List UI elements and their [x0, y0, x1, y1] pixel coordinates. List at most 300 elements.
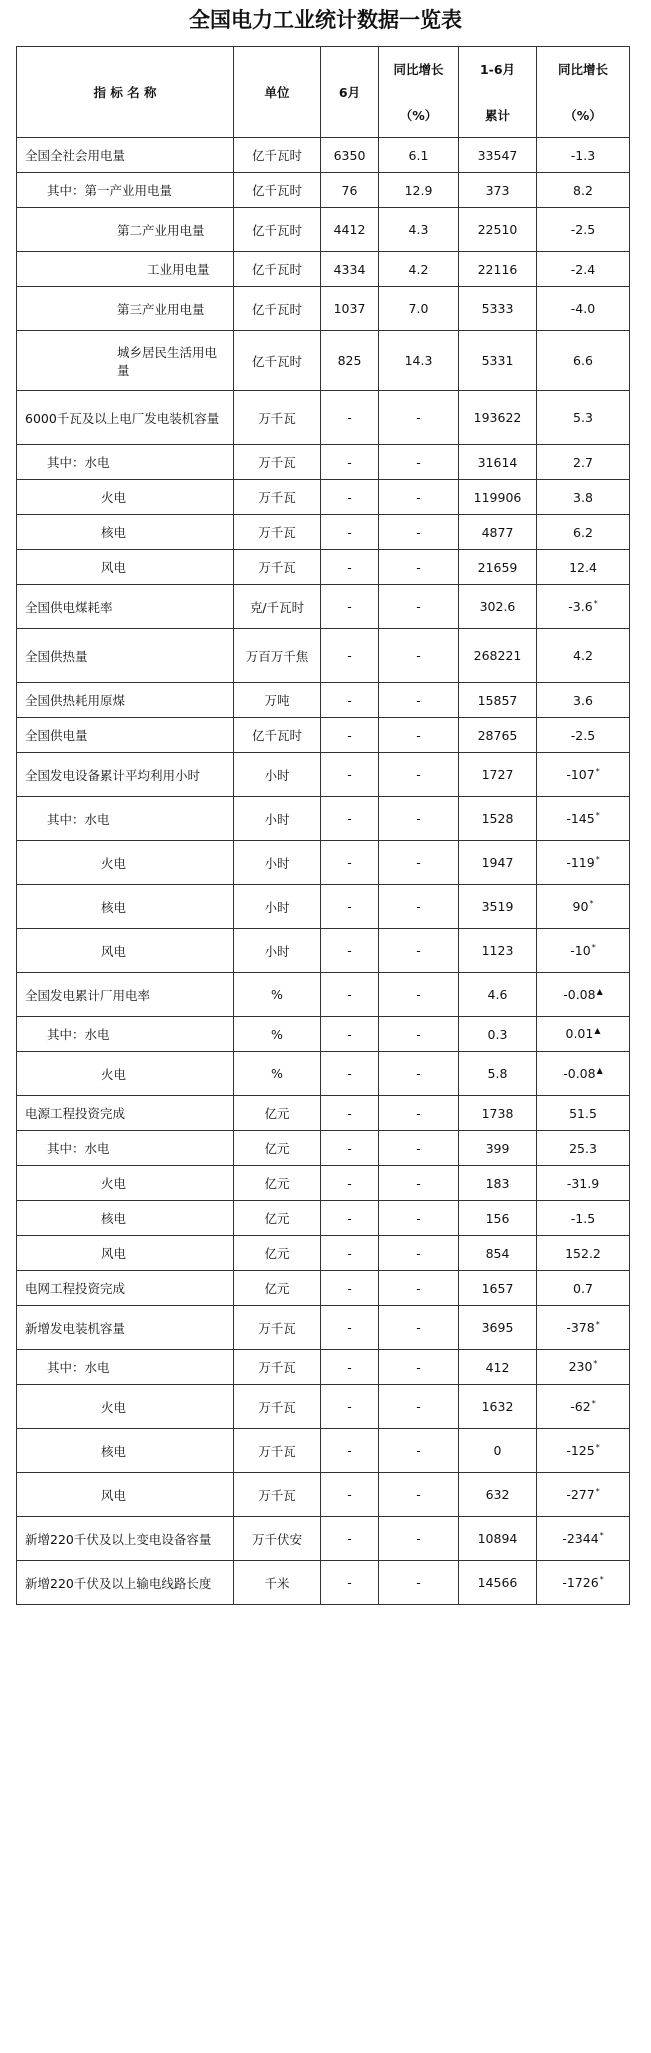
indicator-name-text: 电网工程投资完成	[25, 1281, 126, 1296]
unit-text: 小时	[264, 767, 290, 783]
table-row	[17, 331, 630, 391]
june-value-text: -	[347, 1320, 352, 1335]
unit-text: 万吨	[264, 693, 290, 708]
june-yoy-cell	[379, 1201, 459, 1236]
cumulative-yoy-text: -31.9	[566, 1175, 600, 1191]
table-row	[17, 1385, 630, 1429]
june-yoy-text: -	[416, 727, 421, 743]
cumulative-yoy-text: -3.6	[568, 599, 593, 615]
unit-cell	[234, 1473, 321, 1517]
indicator-name-text: 全国全社会用电量	[25, 148, 126, 163]
indicator-name-cell	[17, 585, 234, 629]
cumulative-yoy-cell	[537, 718, 630, 753]
cumulative-yoy-text: -145	[566, 811, 595, 827]
unit-cell	[234, 753, 321, 797]
june-value-text: -	[347, 524, 352, 540]
june-yoy-cell	[379, 1017, 459, 1052]
indicator-name-text: 第二产业用电量	[117, 222, 205, 238]
indicator-name-text: 全国供热耗用原煤	[25, 693, 126, 708]
cumulative-value-cell	[459, 550, 537, 585]
table-row	[17, 585, 630, 629]
june-value-cell	[321, 753, 379, 797]
table-row	[17, 1052, 630, 1096]
indicator-name-text: 全国发电设备累计平均利用小时	[25, 767, 201, 783]
unit-text: 亿千瓦时	[251, 301, 302, 317]
indicator-name-text: 火电	[101, 1176, 127, 1191]
june-value-text: -	[347, 1443, 352, 1458]
header-yoy	[379, 47, 459, 138]
june-yoy-text: 7.0	[408, 301, 429, 316]
cumulative-value-cell	[459, 1429, 537, 1473]
indicator-name-text: 其中：水电	[47, 1360, 110, 1375]
indicator-name-cell	[17, 929, 234, 973]
indicator-name-cell	[17, 1052, 234, 1096]
unit-cell	[234, 797, 321, 841]
cumulative-value-cell	[459, 515, 537, 550]
cumulative-value-text: 1657	[481, 1280, 514, 1296]
indicator-name-cell	[17, 973, 234, 1017]
june-yoy-text: -	[416, 1575, 421, 1590]
june-value-text: -	[347, 559, 352, 575]
june-yoy-text: 6.1	[408, 147, 429, 163]
june-yoy-text: -	[416, 1210, 421, 1226]
table-row	[17, 841, 630, 885]
footnote-mark: *	[591, 1398, 596, 1408]
cumulative-value-text: 21659	[477, 559, 518, 575]
table-row	[17, 753, 630, 797]
cumulative-yoy-cell	[537, 1306, 630, 1350]
june-yoy-cell	[379, 1473, 459, 1517]
june-value-text: -	[347, 648, 352, 663]
cumulative-value-text: 5.8	[487, 1066, 508, 1081]
indicator-name-cell	[17, 252, 234, 287]
indicator-name-text: 工业用电量	[147, 262, 210, 277]
indicator-name-text: 风电	[101, 943, 127, 959]
june-value-cell	[321, 797, 379, 841]
unit-cell	[234, 1201, 321, 1236]
table-row	[17, 1561, 630, 1605]
unit-cell	[234, 1517, 321, 1561]
cumulative-yoy-text: 4.2	[573, 648, 593, 663]
cumulative-value-cell	[459, 1201, 537, 1236]
unit-text: 亿千瓦时	[251, 353, 302, 369]
cumulative-value-text: 156	[485, 1210, 510, 1226]
table-row	[17, 1201, 630, 1236]
june-yoy-cell	[379, 138, 459, 173]
indicator-name-text: 6000千瓦及以上电厂发电装机容量	[25, 410, 220, 426]
unit-text: 万千瓦	[258, 490, 296, 505]
unit-text: 万千瓦	[258, 1320, 296, 1336]
indicator-name-text: 其中：水电	[47, 811, 110, 827]
cumulative-value-text: 373	[485, 182, 510, 198]
june-yoy-text: -	[416, 1140, 421, 1156]
june-yoy-text: -	[416, 1105, 421, 1121]
cumulative-yoy-text: 25.3	[569, 1140, 597, 1156]
june-value-text: -	[347, 855, 352, 870]
june-yoy-cell	[379, 683, 459, 718]
unit-cell	[234, 841, 321, 885]
june-yoy-cell	[379, 1236, 459, 1271]
june-value-cell	[321, 515, 379, 550]
indicator-name-cell	[17, 480, 234, 515]
cumulative-yoy-text: 3.8	[573, 489, 593, 505]
cumulative-value-cell	[459, 445, 537, 480]
june-yoy-cell	[379, 1429, 459, 1473]
indicator-name-cell	[17, 1473, 234, 1517]
indicator-name-cell	[17, 1429, 234, 1473]
cumulative-yoy-text: -1.3	[570, 147, 596, 163]
unit-cell	[234, 1271, 321, 1306]
unit-cell	[234, 929, 321, 973]
footnote-mark: ▲	[594, 1026, 601, 1036]
unit-text: 万千伏安	[251, 1531, 302, 1547]
june-yoy-text: -	[416, 599, 421, 614]
table-row	[17, 1236, 630, 1271]
cumulative-value-cell	[459, 797, 537, 841]
june-value-text: -	[347, 1066, 352, 1081]
cumulative-value-text: 4.6	[487, 987, 508, 1002]
cumulative-value-text: 193622	[473, 410, 522, 425]
indicator-name-text: 风电	[101, 1246, 127, 1261]
table-body	[17, 138, 630, 1605]
june-value-cell	[321, 1306, 379, 1350]
cumulative-yoy-cell	[537, 1473, 630, 1517]
cumulative-value-text: 632	[485, 1487, 510, 1502]
unit-text: 亿千瓦时	[251, 728, 302, 743]
cumulative-value-text: 10894	[477, 1531, 518, 1546]
june-yoy-text: -	[416, 811, 421, 826]
table-row	[17, 797, 630, 841]
unit-cell	[234, 1236, 321, 1271]
indicator-name-cell	[17, 1306, 234, 1350]
cumulative-value-cell	[459, 841, 537, 885]
indicator-name-cell	[17, 550, 234, 585]
cumulative-value-cell	[459, 287, 537, 331]
june-value-text: 1037	[333, 301, 366, 316]
cumulative-yoy-cell	[537, 138, 630, 173]
june-value-cell	[321, 252, 379, 287]
cumulative-value-text: 14566	[477, 1575, 518, 1590]
unit-text: 亿元	[264, 1281, 290, 1296]
june-yoy-text: 12.9	[404, 182, 433, 198]
table-row	[17, 1271, 630, 1306]
indicator-name-text: 全国供电量	[25, 728, 88, 743]
june-yoy-cell	[379, 1350, 459, 1385]
cumulative-yoy-cell	[537, 1350, 630, 1385]
indicator-name-cell	[17, 208, 234, 252]
footnote-mark: *	[595, 1486, 600, 1496]
unit-text: 万百万千焦	[245, 648, 309, 664]
unit-text: 万千瓦	[258, 1399, 296, 1415]
june-value-text: -	[347, 767, 352, 782]
cumulative-yoy-text: 8.2	[573, 182, 593, 198]
unit-text: 亿元	[264, 1211, 290, 1226]
june-yoy-cell	[379, 1561, 459, 1605]
header-month: 6月	[321, 47, 379, 138]
cumulative-yoy-cell	[537, 1052, 630, 1096]
indicator-name-text: 其中：水电	[47, 1141, 110, 1156]
june-value-text: -	[347, 1280, 352, 1296]
indicator-name-cell	[17, 1096, 234, 1131]
cumulative-value-text: 15857	[477, 692, 518, 708]
unit-text: %	[271, 1026, 283, 1042]
cumulative-yoy-cell	[537, 753, 630, 797]
june-yoy-text: -	[416, 1359, 421, 1375]
june-yoy-text: -	[416, 899, 421, 914]
unit-cell	[234, 331, 321, 391]
june-yoy-cell	[379, 797, 459, 841]
june-yoy-cell	[379, 287, 459, 331]
cumulative-yoy-text: -125	[566, 1443, 595, 1459]
june-value-text: -	[347, 811, 352, 826]
cumulative-yoy-cell	[537, 208, 630, 252]
cumulative-yoy-text: -107	[566, 767, 595, 783]
june-value-text: 4334	[333, 261, 366, 277]
june-yoy-text: -	[416, 1443, 421, 1458]
june-value-cell	[321, 287, 379, 331]
june-yoy-text: -	[416, 987, 421, 1002]
unit-text: 小时	[264, 811, 290, 827]
cumulative-yoy-text: 51.5	[569, 1105, 597, 1121]
june-value-cell	[321, 929, 379, 973]
june-value-cell	[321, 480, 379, 515]
cumulative-value-text: 399	[485, 1140, 510, 1156]
june-value-cell	[321, 1429, 379, 1473]
cumulative-yoy-text: 12.4	[569, 559, 597, 575]
june-value-text: -	[347, 599, 352, 614]
indicator-name-cell	[17, 1517, 234, 1561]
indicator-name-cell	[17, 1131, 234, 1166]
cumulative-yoy-cell	[537, 173, 630, 208]
cumulative-yoy-cell	[537, 1017, 630, 1052]
june-yoy-cell	[379, 515, 459, 550]
june-yoy-text: -	[416, 559, 421, 575]
header-yoy2-top: 同比增长	[557, 62, 608, 77]
june-value-text: -	[347, 1140, 352, 1156]
june-yoy-cell	[379, 885, 459, 929]
header-unit: 单位	[234, 47, 321, 138]
unit-text: 小时	[264, 943, 290, 959]
june-value-text: -	[347, 1399, 352, 1414]
statistics-table	[16, 46, 630, 1605]
unit-cell	[234, 287, 321, 331]
table-row	[17, 445, 630, 480]
cumulative-yoy-text: -1726	[562, 1575, 599, 1591]
cumulative-value-text: 119906	[473, 489, 522, 505]
header-yoy-bottom: （%）	[399, 108, 438, 123]
footnote-mark: *	[593, 598, 598, 608]
june-yoy-cell	[379, 445, 459, 480]
indicator-name-cell	[17, 1201, 234, 1236]
cumulative-value-cell	[459, 1350, 537, 1385]
table-row	[17, 173, 630, 208]
table-row	[17, 973, 630, 1017]
cumulative-yoy-cell	[537, 841, 630, 885]
unit-cell	[234, 585, 321, 629]
cumulative-yoy-text: -2.5	[570, 727, 596, 743]
footnote-mark: *	[595, 854, 600, 864]
footnote-mark: *	[593, 1359, 598, 1369]
unit-text: 克/千瓦时	[249, 599, 305, 615]
indicator-name-text: 全国供电煤耗率	[25, 599, 113, 615]
cumulative-value-text: 3519	[481, 899, 514, 914]
june-value-text: -	[347, 1359, 352, 1375]
cumulative-yoy-text: -2.4	[570, 261, 596, 277]
indicator-name-cell	[17, 445, 234, 480]
unit-text: 亿千瓦时	[251, 262, 302, 277]
june-yoy-text: -	[416, 1026, 421, 1042]
cumulative-value-cell	[459, 1017, 537, 1052]
june-yoy-text: -	[416, 1531, 421, 1546]
indicator-name-cell	[17, 885, 234, 929]
cumulative-yoy-text: 2.7	[573, 454, 593, 470]
cumulative-value-text: 22510	[477, 222, 518, 237]
unit-cell	[234, 252, 321, 287]
cumulative-yoy-text: 152.2	[565, 1245, 601, 1261]
cumulative-value-text: 268221	[473, 648, 522, 663]
unit-cell	[234, 1096, 321, 1131]
june-yoy-cell	[379, 480, 459, 515]
june-yoy-cell	[379, 1166, 459, 1201]
unit-cell	[234, 1385, 321, 1429]
indicator-name-cell	[17, 1350, 234, 1385]
cumulative-yoy-cell	[537, 1096, 630, 1131]
june-yoy-text: -	[416, 648, 421, 663]
cumulative-value-cell	[459, 1306, 537, 1350]
cumulative-value-cell	[459, 331, 537, 391]
cumulative-value-cell	[459, 252, 537, 287]
june-value-cell	[321, 1201, 379, 1236]
june-yoy-text: -	[416, 1320, 421, 1335]
unit-text: 小时	[264, 899, 290, 915]
june-value-text: -	[347, 1245, 352, 1261]
indicator-name-cell	[17, 753, 234, 797]
cumulative-value-cell	[459, 208, 537, 252]
cumulative-yoy-text: -119	[566, 855, 595, 871]
june-value-cell	[321, 1350, 379, 1385]
cumulative-yoy-text: -62	[570, 1399, 591, 1415]
cumulative-value-text: 4877	[481, 524, 514, 540]
table-row	[17, 929, 630, 973]
cumulative-value-text: 854	[485, 1245, 510, 1261]
unit-text: 亿元	[264, 1176, 290, 1191]
indicator-name-text: 新增220千伏及以上输电线路长度	[25, 1575, 212, 1591]
cumulative-yoy-text: -10	[570, 943, 591, 959]
cumulative-value-cell	[459, 1517, 537, 1561]
table-row	[17, 208, 630, 252]
june-yoy-cell	[379, 550, 459, 585]
unit-cell	[234, 973, 321, 1017]
june-value-text: -	[347, 692, 352, 708]
cumulative-value-cell	[459, 1236, 537, 1271]
cumulative-value-text: 22116	[477, 261, 518, 277]
cumulative-yoy-cell	[537, 929, 630, 973]
cumulative-yoy-text: -2344	[562, 1531, 599, 1547]
cumulative-value-cell	[459, 1561, 537, 1605]
june-value-text: -	[347, 1487, 352, 1502]
footnote-mark: *	[599, 1530, 604, 1540]
unit-cell	[234, 1052, 321, 1096]
june-yoy-cell	[379, 331, 459, 391]
header-yoy-cumulative	[537, 47, 630, 138]
june-yoy-cell	[379, 1271, 459, 1306]
cumulative-yoy-cell	[537, 1236, 630, 1271]
june-value-text: -	[347, 727, 352, 743]
unit-text: 亿千瓦时	[251, 183, 302, 198]
indicator-name-cell	[17, 1017, 234, 1052]
indicator-name-text: 其中：水电	[47, 455, 110, 470]
indicator-name-cell	[17, 629, 234, 683]
june-yoy-cell	[379, 1131, 459, 1166]
cumulative-value-cell	[459, 885, 537, 929]
indicator-name-cell	[17, 173, 234, 208]
unit-cell	[234, 550, 321, 585]
cumulative-value-text: 0	[493, 1443, 502, 1458]
cumulative-value-cell	[459, 1052, 537, 1096]
june-yoy-cell	[379, 753, 459, 797]
june-yoy-text: -	[416, 855, 421, 870]
unit-text: 万千瓦	[258, 1443, 296, 1459]
cumulative-yoy-cell	[537, 1429, 630, 1473]
june-value-text: -	[347, 1105, 352, 1121]
cumulative-value-text: 1528	[481, 811, 514, 826]
cumulative-value-text: 1947	[481, 855, 514, 870]
june-value-text: 6350	[333, 147, 366, 163]
table-row	[17, 1306, 630, 1350]
june-yoy-cell	[379, 585, 459, 629]
cumulative-yoy-cell	[537, 1271, 630, 1306]
indicator-name-cell	[17, 1561, 234, 1605]
june-value-text: 76	[341, 182, 358, 198]
table-row	[17, 1017, 630, 1052]
cumulative-value-text: 412	[485, 1359, 510, 1375]
indicator-name-text: 城乡居民生活用电量	[117, 344, 218, 378]
table-row	[17, 252, 630, 287]
cumulative-yoy-cell	[537, 629, 630, 683]
june-value-cell	[321, 1131, 379, 1166]
header-cumulative	[459, 47, 537, 138]
june-value-cell	[321, 1052, 379, 1096]
cumulative-value-cell	[459, 1166, 537, 1201]
cumulative-value-cell	[459, 1473, 537, 1517]
june-yoy-cell	[379, 208, 459, 252]
june-value-cell	[321, 1271, 379, 1306]
cumulative-value-cell	[459, 1096, 537, 1131]
cumulative-yoy-cell	[537, 1561, 630, 1605]
june-value-text: 4412	[333, 222, 366, 237]
cumulative-yoy-text: -0.08	[563, 987, 596, 1003]
indicator-name-cell	[17, 797, 234, 841]
indicator-name-cell	[17, 138, 234, 173]
cumulative-value-text: 1632	[481, 1399, 514, 1414]
cumulative-yoy-cell	[537, 391, 630, 445]
june-yoy-cell	[379, 841, 459, 885]
june-value-cell	[321, 1096, 379, 1131]
table-row	[17, 885, 630, 929]
cumulative-yoy-cell	[537, 585, 630, 629]
june-yoy-text: -	[416, 767, 421, 782]
cumulative-yoy-cell	[537, 331, 630, 391]
cumulative-yoy-text: 6.2	[573, 524, 593, 540]
cumulative-value-cell	[459, 480, 537, 515]
june-value-cell	[321, 138, 379, 173]
cumulative-yoy-text: 0.01	[565, 1026, 594, 1042]
cumulative-yoy-cell	[537, 287, 630, 331]
june-yoy-text: 4.2	[408, 261, 429, 277]
june-value-text: -	[347, 987, 352, 1002]
footnote-mark: *	[591, 942, 596, 952]
cumulative-value-text: 1738	[481, 1105, 514, 1121]
